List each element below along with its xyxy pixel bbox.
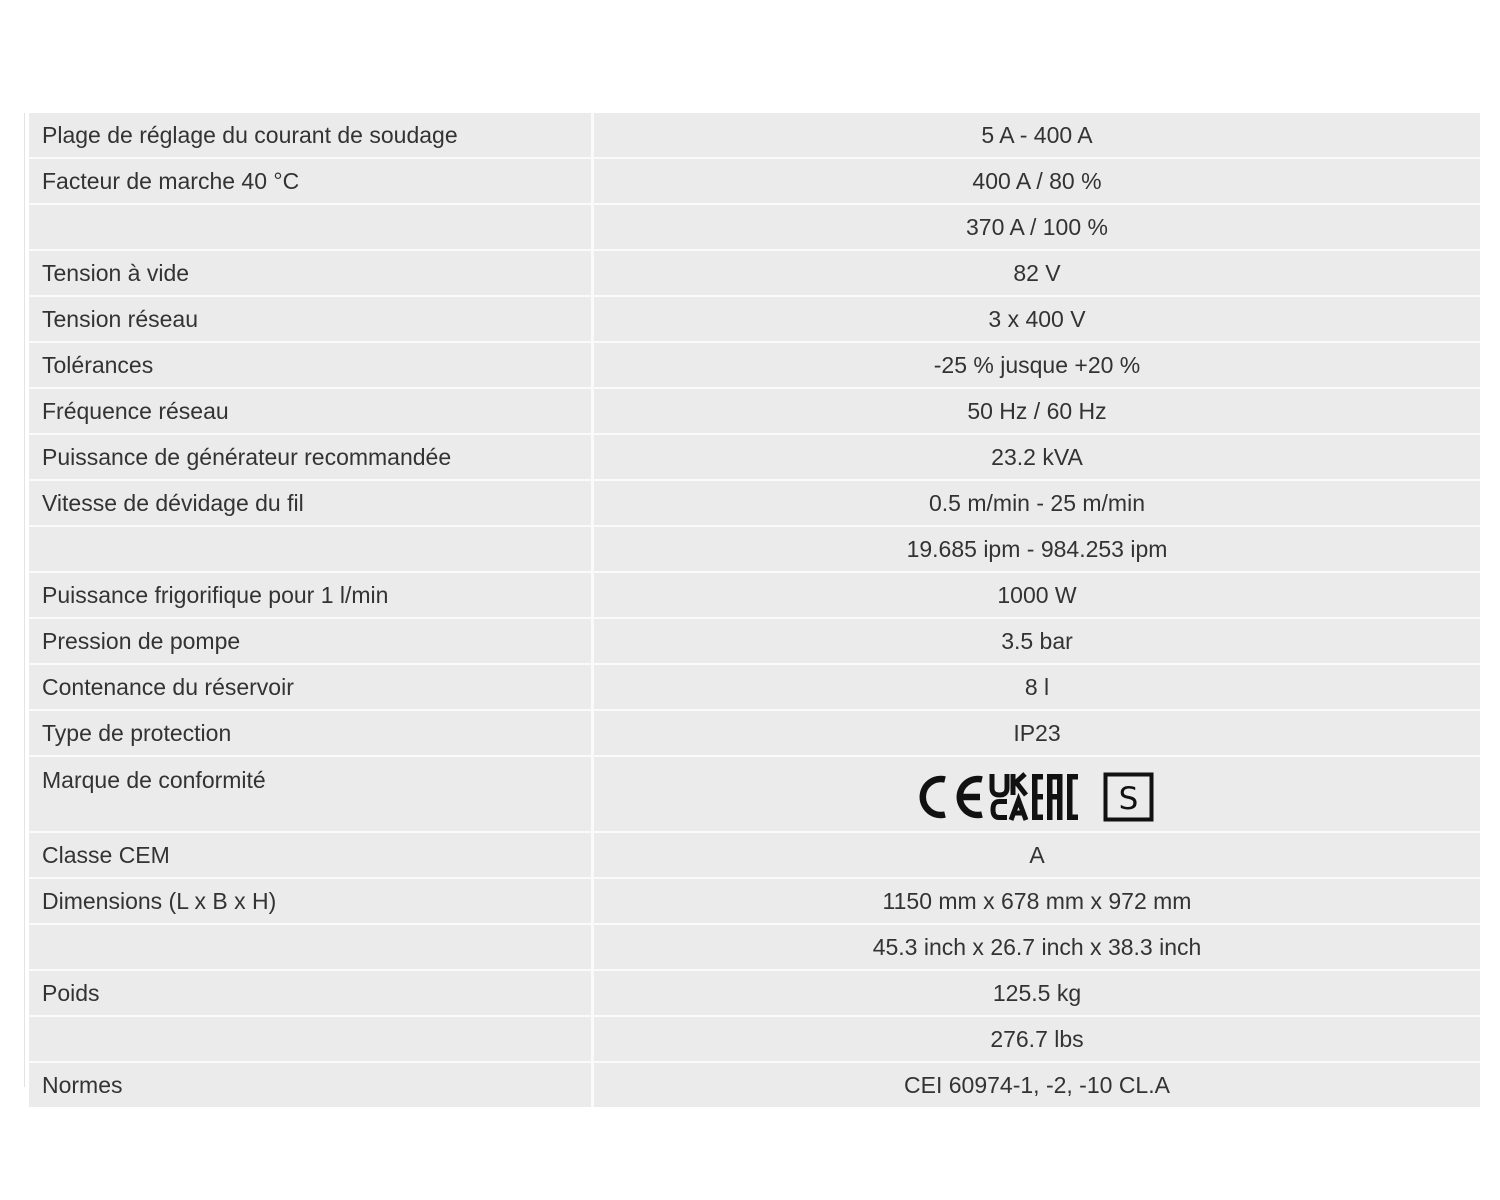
table-row bbox=[29, 710, 1480, 756]
ukca-mark-icon bbox=[992, 774, 1026, 820]
spec-label bbox=[29, 204, 593, 250]
ce-mark-icon bbox=[923, 779, 982, 815]
spec-label bbox=[29, 924, 593, 970]
table-row bbox=[29, 204, 1480, 250]
spec-label: Classe CEM bbox=[29, 832, 593, 878]
svg-text:S: S bbox=[1118, 781, 1139, 817]
table-row bbox=[29, 388, 1480, 434]
spec-label: Marque de conformité bbox=[29, 756, 593, 832]
spec-label: Type de protection bbox=[29, 710, 593, 756]
spec-value: 1000 W bbox=[593, 572, 1481, 618]
spec-value: 1150 mm x 678 mm x 972 mm bbox=[593, 878, 1481, 924]
spec-value: 276.7 lbs bbox=[593, 1016, 1481, 1062]
spec-value: 82 V bbox=[593, 250, 1481, 296]
spec-label: Poids bbox=[29, 970, 593, 1016]
spec-value: -25 % jusque +20 % bbox=[593, 342, 1481, 388]
spec-label: Dimensions (L x B x H) bbox=[29, 878, 593, 924]
spec-value: CEI 60974-1, -2, -10 CL.A bbox=[904, 1071, 1170, 1098]
spec-label: Facteur de marche 40 °C bbox=[29, 158, 593, 204]
spec-label: Tolérances bbox=[29, 342, 593, 388]
spec-label: Tension réseau bbox=[29, 296, 593, 342]
spec-value: 3 x 400 V bbox=[593, 296, 1481, 342]
spec-label bbox=[29, 1016, 593, 1062]
spec-value: 50 Hz / 60 Hz bbox=[593, 388, 1481, 434]
spec-label: Puissance de générateur recommandée bbox=[29, 434, 593, 480]
spec-label: Contenance du réservoir bbox=[29, 664, 593, 710]
spec-value: 45.3 inch x 26.7 inch x 38.3 inch bbox=[593, 924, 1481, 970]
spec-label: Puissance frigorifique pour 1 l/min bbox=[29, 572, 593, 618]
spec-value: 0.5 m/min - 25 m/min bbox=[593, 480, 1481, 526]
table-row bbox=[29, 250, 1480, 296]
table-row bbox=[29, 342, 1480, 388]
spec-value: 400 A / 80 % bbox=[593, 158, 1481, 204]
table-left-edge bbox=[24, 113, 25, 1087]
spec-table bbox=[29, 113, 1480, 1107]
conformity-marks-cell bbox=[593, 756, 1481, 832]
spec-value: 125.5 kg bbox=[593, 970, 1481, 1016]
spec-label: Plage de réglage du courant de soudage bbox=[29, 113, 593, 158]
spec-label: Tension à vide bbox=[29, 250, 593, 296]
s-mark-icon bbox=[1106, 775, 1152, 820]
spec-value: 23.2 kVA bbox=[593, 434, 1481, 480]
spec-value: 370 A / 100 % bbox=[593, 204, 1481, 250]
spec-label: Vitesse de dévidage du fil bbox=[29, 480, 593, 526]
table-row bbox=[29, 296, 1480, 342]
table-row bbox=[29, 664, 1480, 710]
table-row bbox=[29, 526, 1480, 572]
spec-value: IP23 bbox=[593, 710, 1481, 756]
spec-value: A bbox=[593, 832, 1481, 878]
table-row bbox=[29, 480, 1480, 526]
spec-label bbox=[29, 526, 593, 572]
eac-mark-icon bbox=[1032, 774, 1078, 820]
table-row bbox=[29, 756, 1480, 832]
spec-value: 3.5 bar bbox=[593, 618, 1481, 664]
table-row bbox=[29, 1016, 1480, 1062]
table-row bbox=[29, 878, 1480, 924]
table-row bbox=[29, 970, 1480, 1016]
spec-label: Normes bbox=[29, 1062, 593, 1107]
conformity-marks bbox=[919, 771, 1155, 823]
table-row bbox=[29, 158, 1480, 204]
table-row bbox=[29, 434, 1480, 480]
table-row bbox=[29, 1062, 1480, 1107]
spec-label: Fréquence réseau bbox=[29, 388, 593, 434]
table-row bbox=[29, 832, 1480, 878]
table-row bbox=[29, 618, 1480, 664]
table-row bbox=[29, 113, 1480, 158]
spec-value: 5 A - 400 A bbox=[593, 113, 1481, 158]
spec-label: Pression de pompe bbox=[29, 618, 593, 664]
spec-value: 19.685 ipm - 984.253 ipm bbox=[593, 526, 1481, 572]
table-row bbox=[29, 924, 1480, 970]
table-row bbox=[29, 572, 1480, 618]
spec-value: 8 l bbox=[593, 664, 1481, 710]
